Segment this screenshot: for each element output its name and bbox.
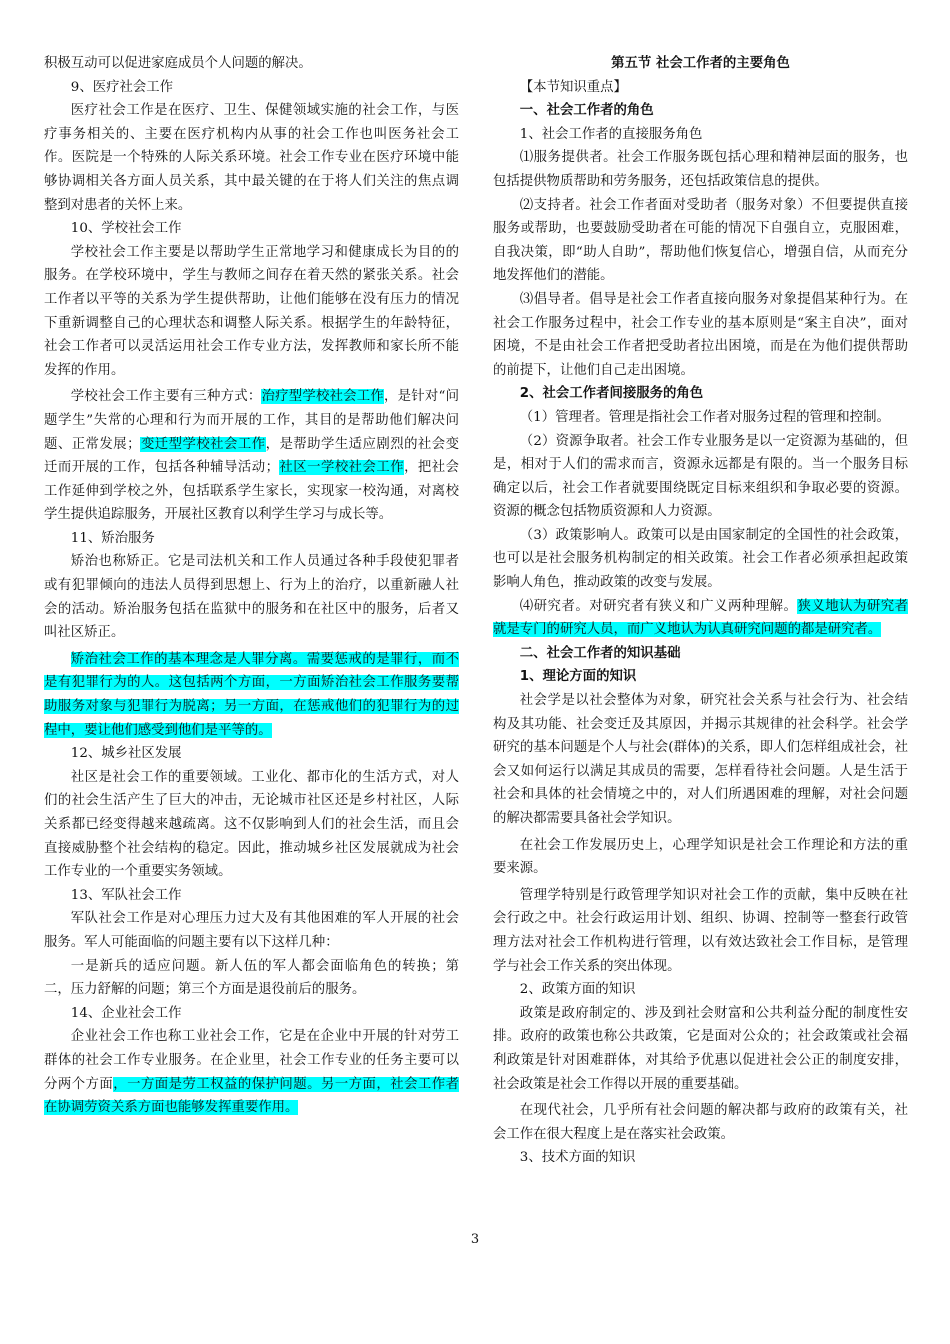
- text-run: 企业社会工作也称工业社会工作，它是在企业中开展的针对劳工群体的社会工作专业服务。在企业里，社会工作专业的任务主要可以分两个方面: [44, 1029, 459, 1092]
- key-points-label: 【本节知识重点】: [519, 79, 627, 95]
- section-heading: 12、城乡社区发展: [70, 746, 182, 762]
- paragraph: （3）政策影响人。政策可以是由国家制定的全国性的社会政策，也可以是社会服务机构制定的相关政策。社会工作者必须承担起政策影响人角色，推动政策的改变与发展。: [493, 527, 908, 591]
- paragraph: 矫治也称矫正。它是司法机关和工作人员通过各种手段使犯罪者或有犯罪倾向的违法人员得到思想上、行为上的治疗，以重新融人社会的活动。矫治服务包括在监狱中的服务和在社区中的服务，后者又叫社区矫正。: [44, 554, 459, 641]
- highlighted-text: ，一方面是劳工权益的保护问题。另一方面，社会工作者在协调劳资关系方面也能够发挥重要作用。: [44, 1076, 460, 1116]
- paragraph: 管理学特别是行政管理学知识对社会工作的贡献，集中反映在社会行政之中。社会行政运用计划、组织、协调、控制等一整套行政管理方法对社会工作机构进行管理，以有效达致社会工作目标，是管理学与社会工作关系的突出体现。: [493, 887, 908, 974]
- paragraph: ⑶倡导者。倡导是社会工作者直接向服务对象提倡某种行为。在社会工作服务过程中，社会工作专业的基本原则是“案主自决”，面对困境，不是由社会工作者把受助者拉出困境，而是在为他们提供帮助的前提下，让他们自己走出困境。: [493, 291, 908, 378]
- paragraph: 学校社会工作主要是以帮助学生正常地学习和健康成长为目的的服务。在学校环境中，学生与教师之间存在着天然的紧张关系。社会工作者以平等的关系为学生提供帮助，让他们能够在没有压力的情况下重新调整自己的心理状态和调整人际关系。根据学生的年龄特征，社会工作者可以灵活运用社会工作专业方法，发挥教师和家长所不能发挥的作用。: [44, 244, 459, 378]
- paragraph: ⑵支持者。社会工作者面对受助者（服务对象）不但要提供直接服务或帮助，也要鼓励受助者在可能的情况下自强自立，克服困难，自我决策，即“助人自助”，帮助他们恢复信心，增强自信，从而充分地发挥他们的潜能。: [493, 197, 908, 284]
- paragraph: （1）管理者。管理是指社会工作者对服务过程的管理和控制。: [519, 409, 890, 425]
- paragraph: ⑴服务提供者。社会工作服务既包括心理和精神层面的服务，也包括提供物质帮助和劳务服务，还包括政策信息的提供。: [493, 150, 908, 189]
- right-column: [493, 52, 908, 1170]
- paragraph: （2）资源争取者。社会工作专业服务是以一定资源为基础的，但是，相对于人们的需求而言，资源永远都是有限的。当一个服务目标确定以后，社会工作者就要围绕既定目标来组织和争取必要的资源。资源的概念包括物质资源和人力资源。: [493, 433, 908, 520]
- paragraph: 一是新兵的适应问题。新人伍的军人都会面临角色的转换；第二，压力舒解的问题；第三个方面是退役前后的服务。: [44, 958, 459, 998]
- page-number: 3: [470, 1232, 480, 1247]
- paragraph: 在现代社会，几乎所有社会问题的解决都与政府的政策有关，社会工作在很大程度上是在落实社会政策。: [493, 1103, 908, 1142]
- section-heading: 10、学校社会工作: [70, 221, 182, 237]
- section-heading: 一、社会工作者的角色: [519, 103, 654, 119]
- paragraph: 社区是社会工作的重要领域。工业化、都市化的生活方式，对人们的社会生活产生了巨大的冲击，无论城市社区还是乡村社区，人际关系都已经变得越来越疏离。这不仅影响到人们的社会生活，而且会直接威胁整个社会结构的稳定。因此，推动城乡社区发展就成为社会工作专业的一个重要实务领域。: [44, 769, 459, 880]
- section-heading: 11、矫治服务: [70, 530, 155, 546]
- left-column: [44, 52, 459, 1120]
- paragraph: 在社会工作发展历史上，心理学知识是社会工作理论和方法的重要来源。: [493, 837, 908, 877]
- subsection-heading: 1、理论方面的知识: [519, 669, 637, 685]
- paragraph: [493, 595, 908, 642]
- section-heading: 14、企业社会工作: [70, 1005, 182, 1021]
- section-heading: 13、军队社会工作: [70, 887, 182, 903]
- subsection-heading: 2、社会工作者间接服务的角色: [519, 386, 704, 402]
- paragraph: 政策是政府制定的、涉及到社会财富和公共利益分配的制度性安排。政府的政策也称公共政策，它是面对公众的；社会政策或社会福利政策是针对困难群体，对其给予优惠以促进社会公正的制度安排，社会政策是社会工作得以开展的重要基础。: [493, 1005, 908, 1092]
- subsection-heading: 1、社会工作者的直接服务角色: [519, 126, 703, 142]
- highlighted-text: 狭义地认为研究者就是专门的研究人员，而广义地认为认真研究问题的都是研究者。: [493, 598, 909, 638]
- highlighted-text: 变迁型学校社会工作: [140, 436, 266, 452]
- text-run: ⑷研究者。对研究者有狭义和广义两种理解。: [519, 598, 798, 614]
- highlighted-text: 矫治社会工作的基本理念是人罪分离。需要惩戒的是罪行，而不是有犯罪行为的人。这包括两个方面，一方面矫治社会工作服务要帮助服务对象与犯罪行为脱离；另一方面，在惩戒他们的犯罪行为的过程中，要让他们感受到他们是平等的。: [44, 651, 459, 738]
- text-run: ，是针对“问题学生”失常的心理和行为而开展的工作，其目的是帮助他们解决问题、正常发展；: [44, 389, 459, 452]
- subsection-heading: 2、政策方面的知识: [519, 982, 636, 998]
- paragraph: 军队社会工作是对心理压力过大及有其他困难的军人开展的社会服务。军人可能面临的问题主要有以下这样几种：: [44, 911, 459, 950]
- subsection-heading: 3、技术方面的知识: [519, 1150, 636, 1166]
- paragraph: 积极互动可以促进家庭成员个人问题的解决。: [44, 56, 312, 71]
- paragraph: [44, 1025, 459, 1119]
- paragraph: 医疗社会工作是在医疗、卫生、保健领域实施的社会工作，与医疗事务相关的、主要在医疗机构内从事的社会工作也叫医务社会工作。医院是一个特殊的人际关系环境。社会工作专业在医疗环境中能够协调相关各方面人员关系，其中最关键的在于将人们关注的焦点调整到对患者的关怀上来。: [44, 103, 459, 213]
- section-title: 第五节 社会工作者的主要角色: [611, 56, 790, 71]
- text-run: ，把社会工作延伸到学校之外，包括联系学生家长，实现家一校沟通，对离校学生提供追踪服务，开展社区教育以利学生学习与成长等。: [44, 460, 460, 523]
- section-heading: 二、社会工作者的知识基础: [519, 645, 681, 661]
- text-run: ，是帮助学生适应剧烈的社会变迁而开展的工作，包括各种辅导活动；: [44, 436, 460, 476]
- text-run: 学校社会工作主要有三种方式：: [70, 389, 262, 405]
- paragraph: [44, 385, 459, 527]
- paragraph: 社会学是以社会整体为对象，研究社会关系与社会行为、社会结构及其功能、社会变迁及其原因，并揭示其规律的社会科学。社会学研究的基本问题是个人与社会(群体)的关系，即人们怎样组成社会，社会又如何运行以满足其成员的需要，怎样看待社会问题。人是生活于社会和具体的社会情境之中的，对人们所遇困难的理解，对社会问题的解决都需要具备社会学知识。: [493, 693, 908, 826]
- paragraph: [44, 648, 459, 742]
- highlighted-text: 治疗型学校社会工作: [261, 389, 385, 405]
- section-heading: 9、医疗社会工作: [70, 79, 174, 95]
- highlighted-text: 社区一学校社会工作: [278, 460, 405, 476]
